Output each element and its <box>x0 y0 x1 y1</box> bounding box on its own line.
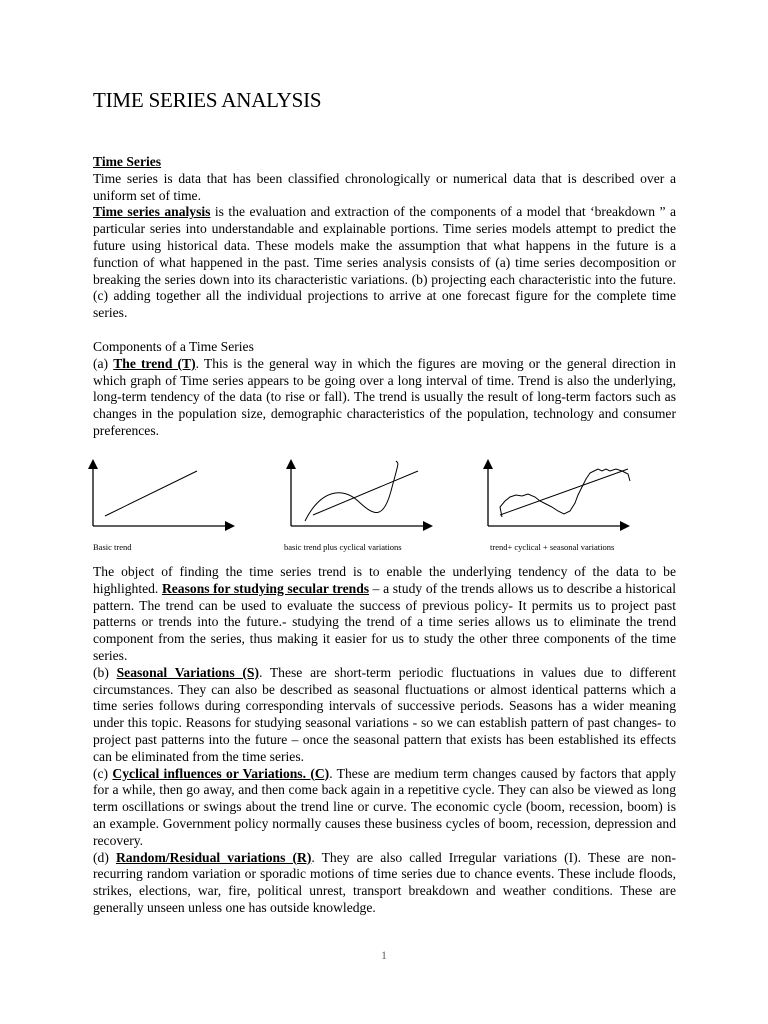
section-heading-time-series: Time Series <box>93 154 162 169</box>
page-title: TIME SERIES ANALYSIS <box>93 88 322 112</box>
page-number: 1 <box>381 948 387 962</box>
cyclical-text: . These are medium term changes caused by factors that apply for a while, then go away, and then come back again in a repetitive cycle. They can also be viewed as long term oscillations or swings about the trend line or curve. The economic cycle (boom, recession, boom) is an example. Government policy normally causes these business cycles of boom, recession, depression and recovery. <box>93 765 676 848</box>
figure-caption-1: Basic trend <box>93 542 132 552</box>
figure-trend-cyclical <box>283 459 443 534</box>
time-series-definition: Time series is data that has been classified chronologically or numerical data that is described over a uniform set of time. <box>93 170 676 203</box>
analysis-text: is the evaluation and extraction of the components of a model that ‘breakdown ” a particular series into understandable and explainable portions. Time series models attempt to predict the future using historical data. These models make the assumption that what happens in the future is a function of what happened in the past. Time series analysis consists of (a) time series decomposition or breaking the series down into its characteristic variations. (b) projecting each characteristic into the future. (c) adding together all the individual projections to arrive at one forecast figure for the complete time series. <box>93 204 677 321</box>
line-graph-icon <box>283 459 443 534</box>
term-seasonal: Seasonal Variations (S) <box>116 664 259 680</box>
trend-prefix: (a) <box>93 355 114 371</box>
trend-object-text: The object of finding the time series trend is to enable the underlying tendency of the data to be highlighted. <box>93 564 676 596</box>
figure-caption-2: basic trend plus cyclical variations <box>284 542 402 552</box>
trend-text: . This is the general way in which the figures are moving or the general direction in which graph of Time series appears to be going over a long interval of time. Trend is also the underlying, long-term tendency of the data (to rise or fall). The trend is usually the result of long-term factors such as changes in the population size, demographic characteristics of the population, technology and consumer preferences. <box>93 355 676 438</box>
term-trend: The trend (T) <box>113 355 196 371</box>
seasonal-prefix: (b) <box>93 664 117 680</box>
residual-text: . They are also called Irregular variations (I). These are non-recurring random variation or sporadic motions of time series due to chance events. These include floods, strikes, elections, war, fire, political unrest, transport breakdown and weather conditions. These are generally unseen unless one has outside knowledge. <box>93 849 677 915</box>
figure-trend-cyclical-seasonal <box>480 459 645 534</box>
line-graph-icon <box>85 459 245 534</box>
figure-basic-trend <box>85 459 245 534</box>
trend-paragraph <box>93 356 676 440</box>
cyclical-paragraph <box>93 766 676 850</box>
body-section <box>93 564 676 917</box>
term-secular-trends: Reasons for studying secular trends <box>161 580 370 596</box>
term-time-series-analysis: Time series analysis <box>93 204 211 220</box>
term-residual: Random/Residual variations (R) <box>115 849 312 865</box>
intro-section <box>93 154 676 322</box>
residual-prefix: (d) <box>93 849 116 865</box>
secular-trend-paragraph <box>93 564 676 665</box>
seasonal-paragraph <box>93 665 676 766</box>
line-graph-icon <box>480 459 645 534</box>
components-section <box>93 339 676 440</box>
figure-caption-3: trend+ cyclical + seasonal variations <box>490 542 615 552</box>
term-cyclical: Cyclical influences or Variations. (C) <box>112 765 330 781</box>
cyclical-prefix: (c) <box>93 765 113 781</box>
time-series-analysis-paragraph <box>93 204 676 322</box>
secular-text: – a study of the trends allows us to describe a historical pattern. The trend can be used to evaluate the success of previous policy- It permits us to project past patterns or trends into the future.- studying the trend of a time series allows us to eliminate the trend component from the series, thus making it easier for us to study the other three components of the time series. <box>93 580 676 663</box>
components-heading: Components of a Time Series <box>93 339 254 354</box>
seasonal-text: . These are short-term periodic fluctuations in values due to different circumstances. They can also be described as seasonal fluctuations or almost identical patterns which a time series follows during corresponding intervals of successive periods. Seasons has a wider meaning under this topic. Reasons for studying seasonal variations - so we can establish pattern of past changes- to project past patterns into the future – once the seasonal pattern that exists has been established its effects can be eliminated from the time series. <box>93 664 676 764</box>
residual-paragraph <box>93 850 676 917</box>
